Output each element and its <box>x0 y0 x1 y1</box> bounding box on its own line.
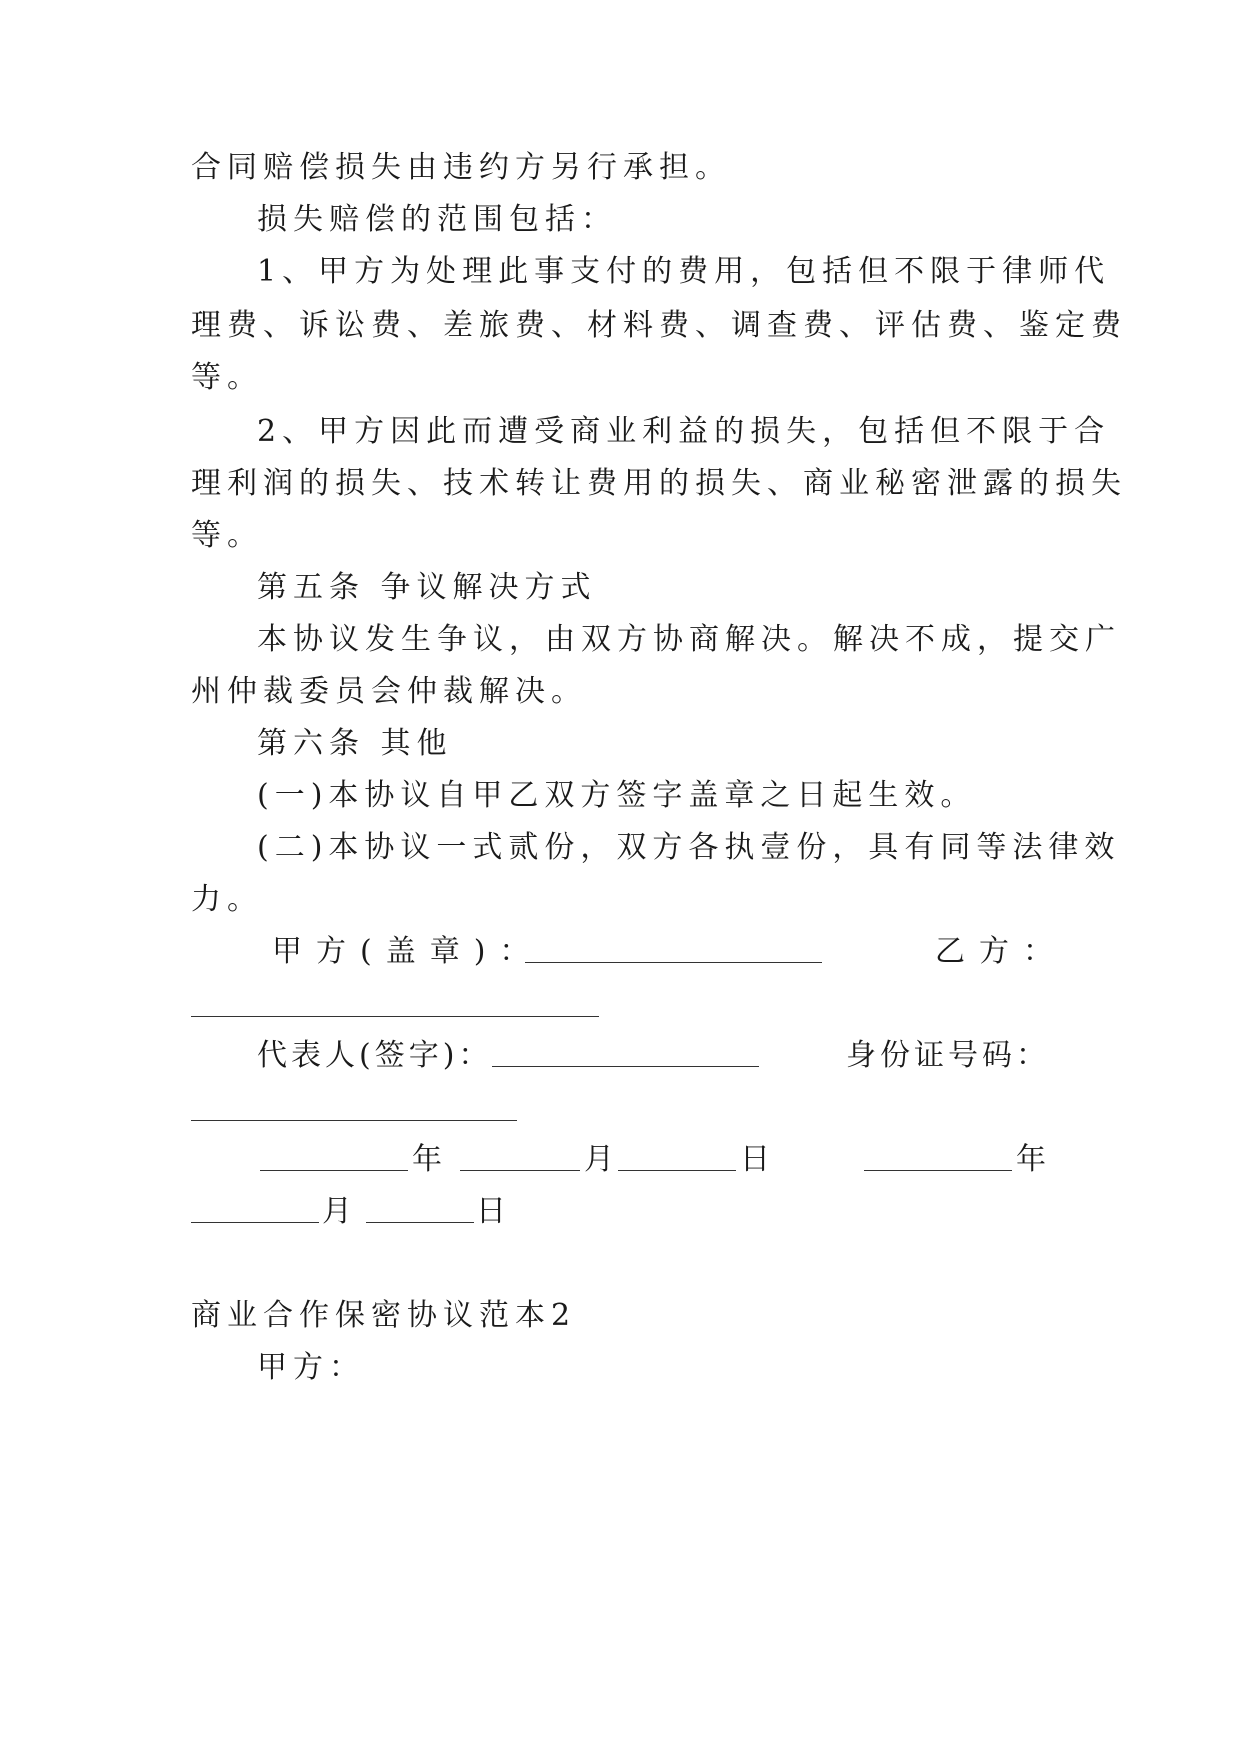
month-blank-a <box>460 1170 580 1171</box>
paragraph-line: 力。 <box>191 882 263 917</box>
id-number-label: 身份证号码： <box>846 1038 1050 1073</box>
day-blank-b <box>366 1222 474 1223</box>
party-b-signature-line <box>191 1016 599 1017</box>
day-label-b: 日 <box>476 1194 510 1229</box>
year-label-a: 年 <box>412 1142 446 1177</box>
paragraph-line: 合同赔偿损失由违约方另行承担。 <box>191 150 731 185</box>
day-blank-a <box>618 1170 736 1171</box>
party-a-signature-line <box>525 962 822 963</box>
paragraph-line: 州仲裁委员会仲裁解决。 <box>191 674 587 709</box>
paragraph-line: 1、甲方为处理此事支付的费用，包括但不限于律师代 <box>257 254 1111 289</box>
month-label-a: 月 <box>584 1142 618 1177</box>
paragraph-line: 甲方： <box>257 1350 365 1385</box>
paragraph-line: 理利润的损失、技术转让费用的损失、商业秘密泄露的损失 <box>191 466 1127 501</box>
paragraph-line: (二)本协议一式贰份，双方各执壹份，具有同等法律效 <box>257 830 1121 865</box>
article-heading: 第六条 其他 <box>257 726 453 761</box>
party-b-label: 乙方： <box>935 934 1067 969</box>
year-label-b: 年 <box>1016 1142 1050 1177</box>
year-blank-b <box>864 1170 1012 1171</box>
paragraph-line: 等。 <box>191 360 263 395</box>
paragraph-line: 理费、诉讼费、差旅费、材料费、调查费、评估费、鉴定费 <box>191 308 1127 343</box>
paragraph-line: (一)本协议自甲乙双方签字盖章之日起生效。 <box>257 778 977 813</box>
month-blank-b <box>191 1222 319 1223</box>
representative-label: 代表人(签字)： <box>257 1038 493 1073</box>
representative-signature-line <box>492 1066 759 1067</box>
article-heading: 第五条 争议解决方式 <box>257 570 597 605</box>
id-number-line <box>191 1120 517 1121</box>
year-blank-a <box>260 1170 408 1171</box>
paragraph-line: 2、甲方因此而遭受商业利益的损失，包括但不限于合 <box>257 414 1111 449</box>
paragraph-line: 本协议发生争议，由双方协商解决。解决不成，提交广 <box>257 622 1121 657</box>
day-label-a: 日 <box>740 1142 774 1177</box>
next-document-title: 商业合作保密协议范本2 <box>191 1298 577 1333</box>
paragraph-line: 等。 <box>191 518 263 553</box>
paragraph-line: 损失赔偿的范围包括： <box>257 202 617 237</box>
party-a-label: 甲方(盖章)： <box>272 934 544 969</box>
month-label-b: 月 <box>322 1194 356 1229</box>
